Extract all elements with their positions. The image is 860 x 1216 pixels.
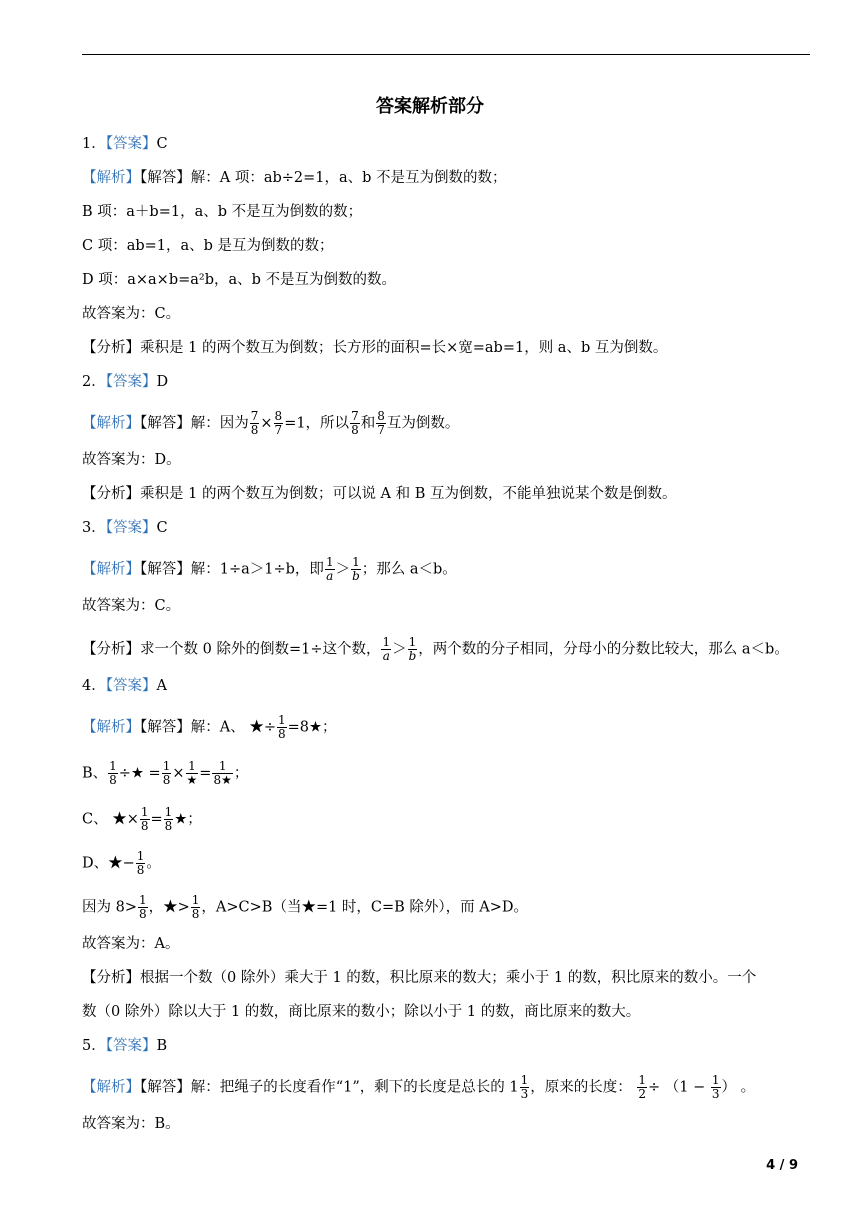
q3-summary: 【分析】求一个数 0 除外的倒数=1÷这个数， $\frac{1}{a}$ ＞ $\frac{1}{b}$ ，两个数的分子相同，分母小的分数比较大，那么 a＜b。	[82, 635, 789, 663]
fraction: $\frac{1}{8}$	[140, 805, 149, 833]
fraction: $\frac{8}{7}$	[274, 409, 283, 437]
q4-conclusion: 故答案为：A。	[82, 936, 180, 952]
q2-analysis: 【解析】【解答】解：因为 $\frac{7}{8}$ × $\frac{8}{7}$ =1，所以 $\frac{7}{8}$ 和 $\frac{8}{7}$ 互为倒数。	[82, 409, 460, 437]
fraction: $\frac{1}{a}$	[382, 635, 391, 663]
fraction: $\frac{8}{7}$	[377, 409, 385, 437]
fraction: $\frac{1}{3}$	[711, 1073, 720, 1101]
fraction: $\frac{1}{8}$	[109, 759, 117, 787]
q3-answer: 3．【答案】C	[82, 520, 168, 536]
q4-analysis-a: 【解析】【解答】解：A、 ★÷ $\frac{1}{8}$ =8★；	[82, 713, 337, 741]
q4-answer: 4．【答案】A	[82, 678, 167, 694]
q3-analysis: 【解析】【解答】解：1÷a＞1÷b，即 $\frac{1}{a}$ ＞ $\frac{1}{b}$ ；那么 a＜b。	[82, 555, 457, 583]
fraction: $\frac{1}{8}$	[136, 849, 145, 877]
q4-line-b: B、 $\frac{1}{8}$ ÷★ = $\frac{1}{8}$ × $\frac{1}{★}$ = $\frac{1}{8★}$ ；	[82, 759, 249, 787]
q1-summary: 【分析】乘积是 1 的两个数互为倒数；长方形的面积=长×宽=ab=1，则 a、b 互为倒数。	[82, 340, 668, 356]
q5-analysis: 【解析】【解答】解：把绳子的长度看作“1”，剩下的长度是总长的 1 $\frac{1}{3}$ ，原来的长度： $\frac{1}{2}$ ÷ （1 − $\frac{1}{3}$ ） 。	[82, 1073, 756, 1101]
q4-comparison: 因为 8> $\frac{1}{8}$ ，★> $\frac{1}{8}$ ，A>C>B（当★=1 时，C=B 除外），而 A>D。	[82, 893, 529, 921]
q4-line-d: D、★− $\frac{1}{8}$ 。	[82, 849, 161, 877]
q4-summary-1: 【分析】根据一个数（0 除外）乘大于 1 的数，积比原来的数大；乘小于 1 的数，积比原来的数小。一个	[82, 970, 757, 986]
fraction: $\frac{1}{8★}$	[213, 759, 232, 787]
fraction: $\frac{1}{8}$	[191, 893, 200, 921]
q2-conclusion: 故答案为：D。	[82, 452, 181, 468]
q4-summary-2: 数（0 除外）除以大于 1 的数，商比原来的数小；除以小于 1 的数，商比原来的数大。	[82, 1004, 641, 1020]
fraction: $\frac{1}{a}$	[325, 555, 334, 583]
fraction: $\frac{1}{2}$	[638, 1073, 647, 1101]
q1-line-c: C 项：ab=1，a、b 是互为倒数的数；	[82, 238, 334, 254]
fraction: $\frac{1}{8}$	[164, 805, 173, 833]
q2-summary: 【分析】乘积是 1 的两个数互为倒数；可以说 A 和 B 互为倒数，不能单独说某个数是倒数。	[82, 486, 677, 502]
fraction: $\frac{1}{3}$	[520, 1073, 529, 1101]
q1-answer: 1．【答案】C	[82, 136, 168, 152]
page-number: 4 / 9	[766, 1158, 798, 1173]
fraction: $\frac{1}{8}$	[162, 759, 171, 787]
q1-conclusion: 故答案为：C。	[82, 306, 181, 322]
fraction: $\frac{1}{★}$	[186, 759, 198, 787]
q1-analysis: 【解析】【解答】解：A 项：ab÷2=1，a、b 不是互为倒数的数；	[82, 170, 507, 186]
header-rule	[82, 54, 810, 55]
q4-line-c: C、 ★× $\frac{1}{8}$ = $\frac{1}{8}$ ★；	[82, 805, 202, 833]
fraction: $\frac{1}{8}$	[138, 893, 147, 921]
fraction: $\frac{7}{8}$	[250, 409, 259, 437]
q1-line-b: B 项：a＋b=1，a、b 不是互为倒数的数；	[82, 204, 363, 220]
fraction: $\frac{1}{b}$	[352, 555, 360, 583]
fraction: $\frac{1}{b}$	[408, 635, 417, 663]
q3-conclusion: 故答案为：C。	[82, 598, 181, 614]
fraction: $\frac{1}{8}$	[277, 713, 286, 741]
page-title: 答案解析部分	[376, 96, 484, 117]
q1-line-d: D 项：a×a×b=a²b，a、b 不是互为倒数的数。	[82, 272, 397, 288]
q5-answer: 5．【答案】B	[82, 1038, 168, 1054]
fraction: $\frac{7}{8}$	[351, 409, 359, 437]
q2-answer: 2．【答案】D	[82, 374, 169, 390]
q5-conclusion: 故答案为：B。	[82, 1116, 180, 1132]
